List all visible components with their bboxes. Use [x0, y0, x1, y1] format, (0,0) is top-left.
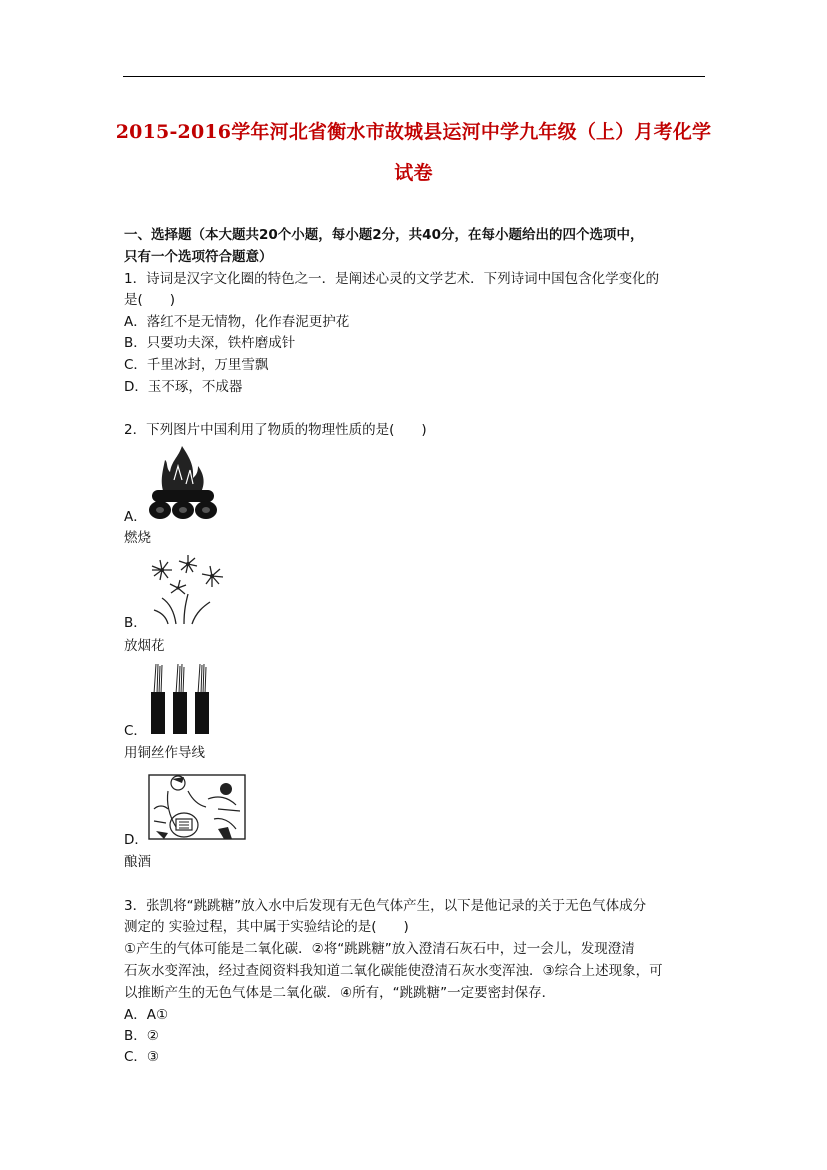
question-3-stem-line-2: 测定的 实验过程，其中属于实验结论的是( ) — [124, 919, 409, 935]
question-2-option-c-letter: C． — [124, 723, 147, 739]
brewing-icon — [148, 769, 248, 843]
question-3-stem: 3．张凯将“跳跳糖”放入水中后发现有无色气体产生，以下是他记录的关于无色气体成分 — [124, 898, 647, 914]
question-2-option-b-caption: 放烟花 — [124, 638, 165, 654]
page-title-continued: 试卷 — [394, 162, 433, 184]
question-2-option-b-letter: B． — [124, 615, 147, 631]
question-3-stem-line-5: 以推断产生的无色气体是二氧化碳．④所有，“跳跳糖”一定要密封保存． — [124, 985, 556, 1001]
question-1-option-b: B．只要功夫深，铁杵磨成针 — [124, 335, 296, 351]
header-rule — [123, 76, 705, 77]
question-3-stem-line-4: 石灰水变浑浊，经过查阅资料我知道二氧化碳能使澄清石灰水变浑浊．③综合上述现象，可 — [124, 963, 663, 979]
copper-wire-icon — [148, 662, 214, 736]
question-2-option-a-caption: 燃烧 — [124, 530, 151, 546]
section-heading: 一、选择题（本大题共20个小题，每小题2分，共40分，在每小题给出的四个选项中， — [124, 227, 644, 243]
question-1-option-a: A．落红不是无情物，化作春泥更护花 — [124, 314, 350, 330]
question-2-option-d-caption: 酿酒 — [124, 854, 151, 870]
question-2-option-d-letter: D． — [124, 832, 148, 848]
question-1-stem-continued: 是( ) — [124, 292, 176, 308]
question-3-option-a: A．A① — [124, 1007, 169, 1023]
question-3-stem-line-3: ①产生的气体可能是二氧化碳．②将“跳跳糖”放入澄清石灰石中，过一会儿，发现澄清 — [124, 941, 635, 957]
question-2-stem: 2．下列图片中国利用了物质的物理性质的是( ) — [124, 422, 427, 438]
campfire-icon — [148, 444, 218, 522]
question-3-option-c: C．③ — [124, 1049, 160, 1065]
question-3-option-b: B．② — [124, 1028, 159, 1044]
fireworks-icon — [148, 554, 228, 626]
question-1-stem: 1．诗词是汉字文化圈的特色之一．是阐述心灵的文学艺术．下列诗词中国包含化学变化的 — [124, 271, 660, 287]
question-2-option-a-letter: A． — [124, 509, 147, 525]
question-1-option-d: D．玉不琢，不成器 — [124, 379, 243, 395]
section-heading-continued: 只有一个选项符合题意） — [124, 249, 273, 265]
question-1-option-c: C．千里冰封，万里雪飘 — [124, 357, 269, 373]
question-2-option-c-caption: 用铜丝作导线 — [124, 745, 205, 761]
page-title: 2015-2016学年河北省衡水市故城县运河中学九年级（上）月考化学 — [115, 121, 712, 143]
